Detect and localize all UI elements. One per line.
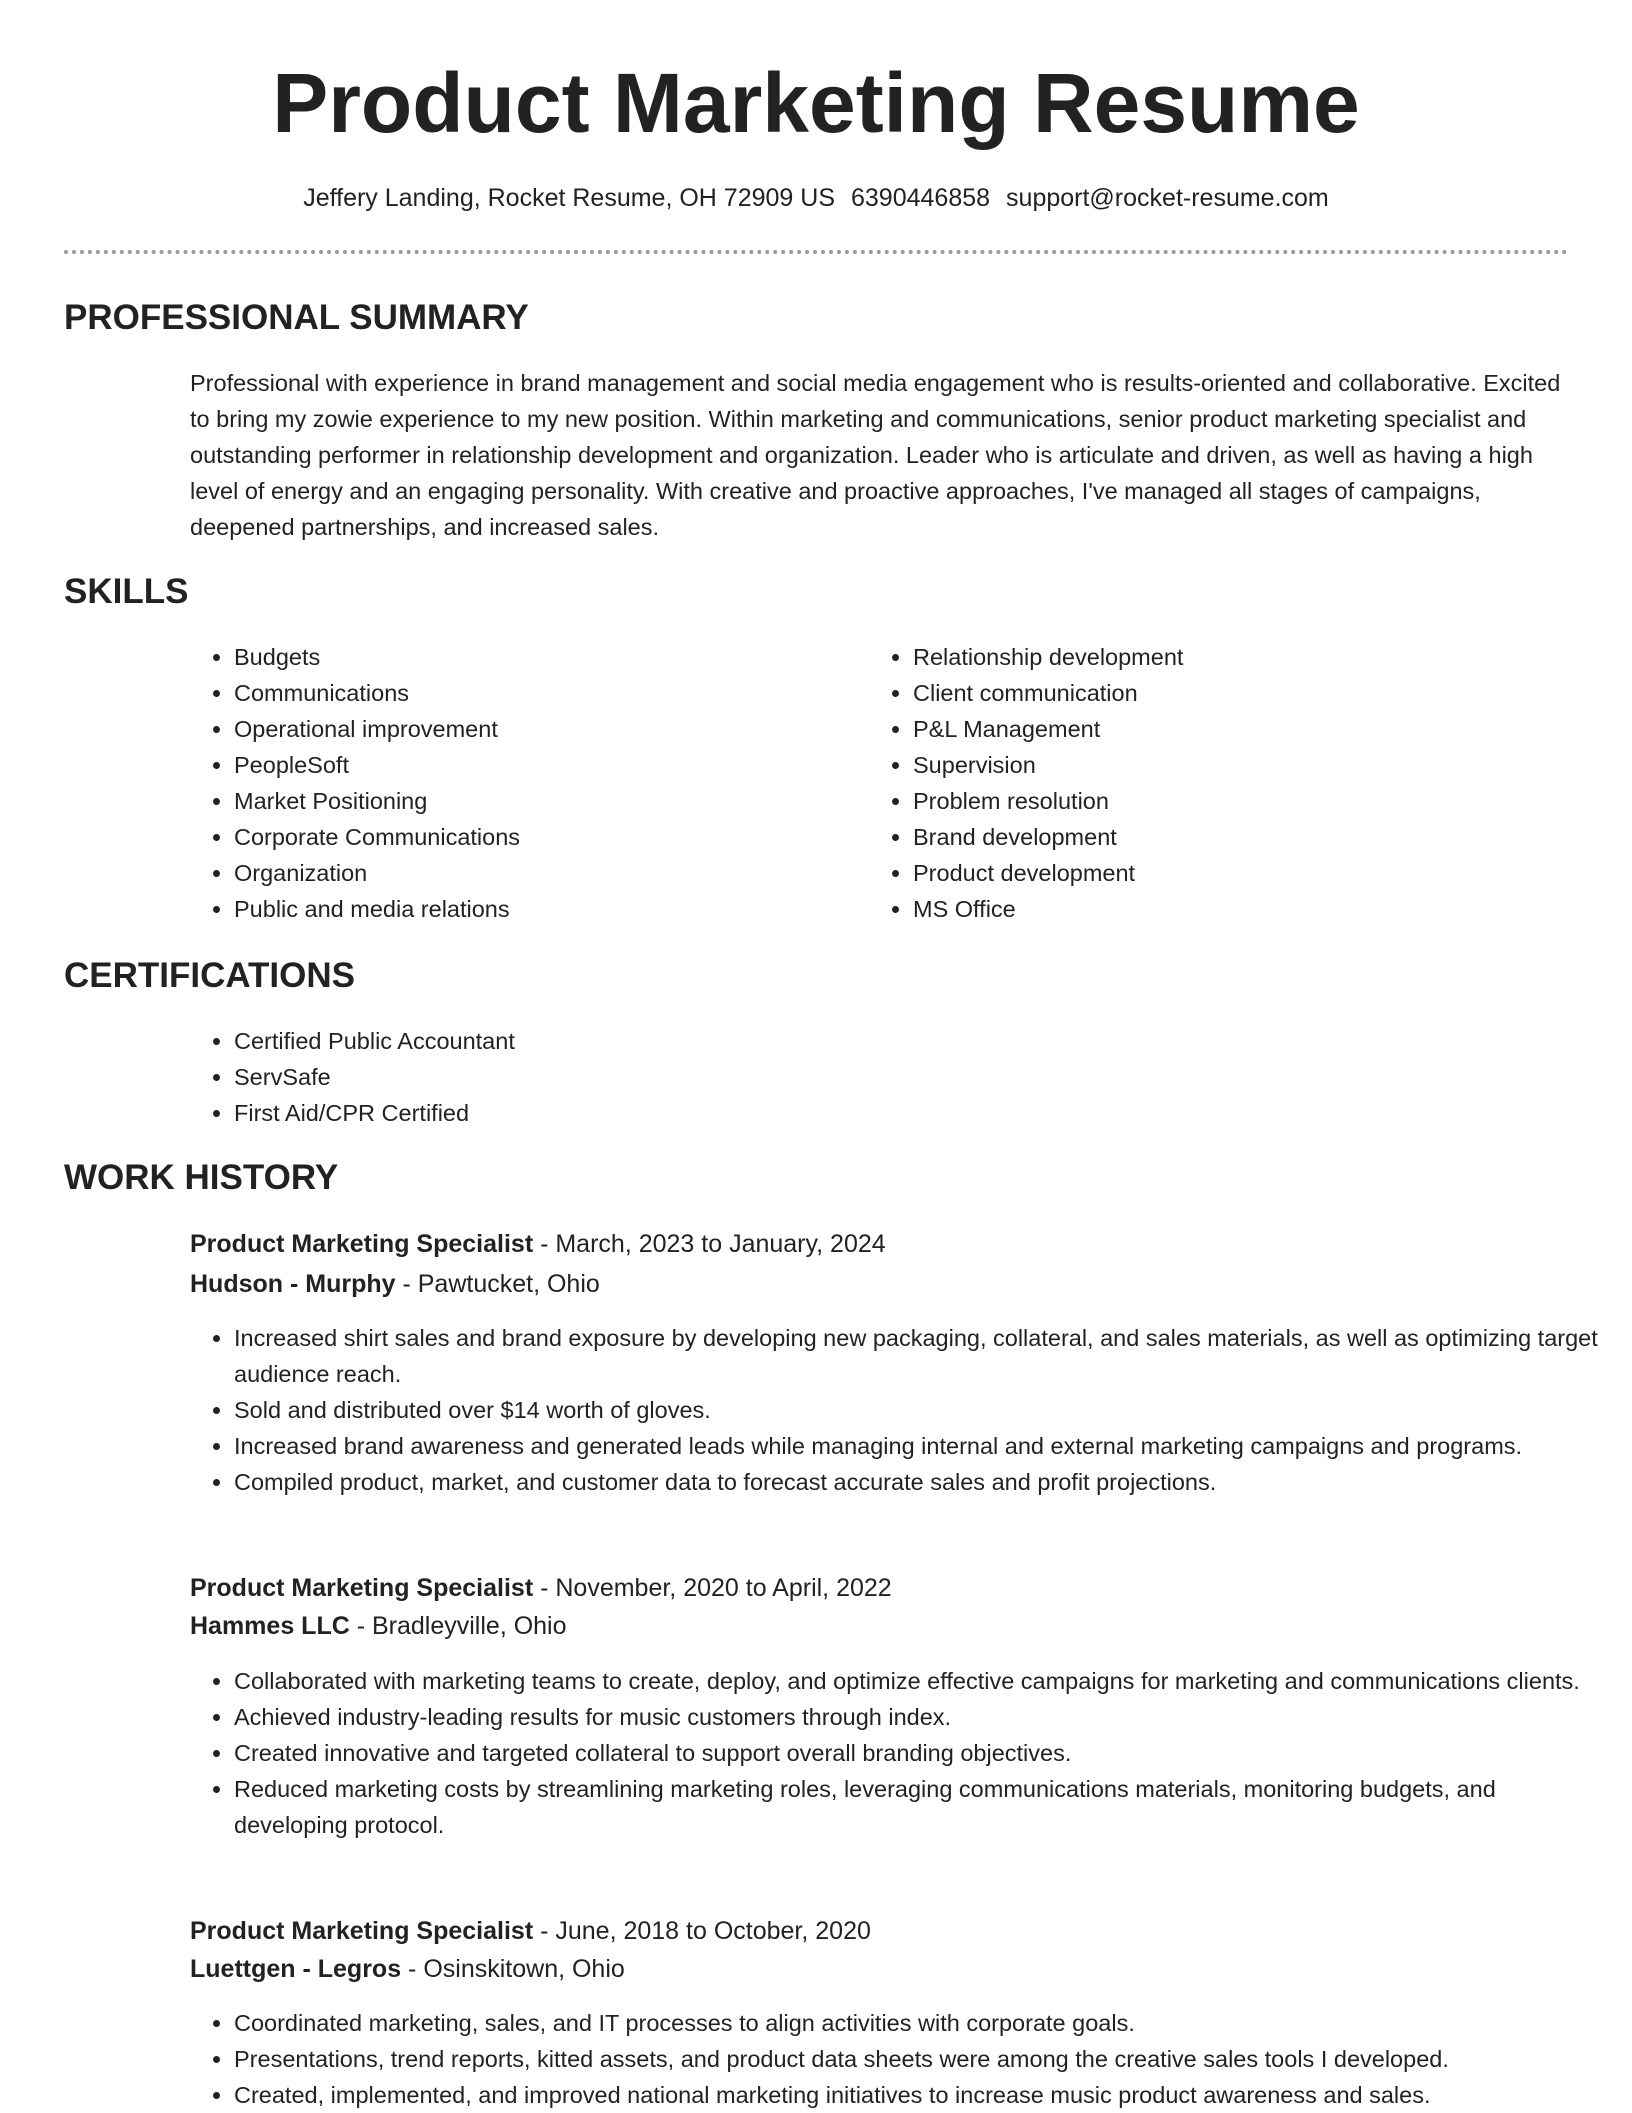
skill-item: • P&L Management <box>913 711 1533 747</box>
skill-item: • Relationship development <box>913 639 1533 675</box>
job-title: Product Marketing Specialist <box>190 1230 534 1258</box>
skill-item: • Problem resolution <box>913 783 1533 819</box>
skill-item: • Supervision <box>913 747 1533 783</box>
header-divider <box>64 250 1568 254</box>
job-company: Hudson - Murphy <box>190 1270 396 1298</box>
job-title: Product Marketing Specialist <box>190 1574 534 1602</box>
skill-item: • Brand development <box>913 819 1533 855</box>
job-company-line <box>190 1608 1568 1644</box>
summary-text: Professional with experience in brand management and social media engagement who is results-oriented and collaborative. Excited to bring my zowie experience to my new position. Within marketing and communications, senior product marketing specialist and outstanding performer in relationship development and organization. Leader who is articulate and driven, as well as having a high level of energy and an engaging personality. With creative and proactive approaches, I've managed all stages of campaigns, deepened partnerships, and increased sales. <box>190 370 1561 540</box>
job-dates: - June, 2018 to October, 2020 <box>533 1917 871 1945</box>
job-bullet: • Sold and distributed over $14 worth of gloves. <box>234 1392 1612 1428</box>
job-location: - Osinskitown, Ohio <box>401 1955 625 1983</box>
job-bullet: • Compiled product, market, and customer data to forecast accurate sales and profit projections. <box>234 1464 1612 1500</box>
certifications-list <box>190 1023 1234 1131</box>
job-bullet: • Increased brand awareness and generated leads while managing internal and external marketing campaigns and programs. <box>234 1428 1612 1464</box>
job-bullet: • Presentations, trend reports, kitted assets, and product data sheets were among the creative sales tools I developed. <box>234 2041 1612 2077</box>
job-bullet: • Achieved industry-leading results for music customers through index. <box>234 1699 1612 1735</box>
job-bullet: • Created, implemented, and improved national marketing initiatives to increase music product awareness and sales. <box>234 2077 1612 2113</box>
job-title-line <box>190 1913 1568 1949</box>
summary-heading: PROFESSIONAL SUMMARY <box>64 298 529 337</box>
job-dates: - November, 2020 to April, 2022 <box>533 1574 892 1602</box>
skills-list-right <box>869 639 1533 927</box>
job-bullets <box>190 1320 1612 1500</box>
resume-name: Product Marketing Resume <box>272 56 1360 150</box>
job-company: Hammes LLC <box>190 1612 350 1640</box>
job-bullet: • Collaborated with marketing teams to create, deploy, and optimize effective campaigns for marketing and communications clients. <box>234 1663 1612 1699</box>
work-history-heading: WORK HISTORY <box>64 1158 339 1197</box>
skill-item: • Organization <box>234 855 854 891</box>
skill-item: • Public and media relations <box>234 891 854 927</box>
contact-phone: 6390446858 <box>851 184 991 212</box>
job-title: Product Marketing Specialist <box>190 1917 534 1945</box>
skills-heading: SKILLS <box>64 572 189 611</box>
skill-item: • Operational improvement <box>234 711 854 747</box>
job-location: - Bradleyville, Ohio <box>349 1612 567 1640</box>
job-bullets <box>190 1663 1612 1843</box>
skill-item: • Communications <box>234 675 854 711</box>
skill-item: • Budgets <box>234 639 854 675</box>
skill-item: • Corporate Communications <box>234 819 854 855</box>
contact-line <box>0 180 1632 216</box>
contact-email[interactable]: support@rocket-resume.com <box>1006 184 1329 212</box>
skill-item: • PeopleSoft <box>234 747 854 783</box>
job-bullet: • Reduced marketing costs by streamlining marketing roles, leveraging communications materials, monitoring budgets, and developing protocol. <box>234 1771 1612 1843</box>
job-bullet: • Coordinated marketing, sales, and IT processes to align activities with corporate goals. <box>234 2005 1612 2041</box>
job-bullets <box>190 2005 1612 2113</box>
job-bullet: • Created innovative and targeted collateral to support overall branding objectives. <box>234 1735 1612 1771</box>
skill-item: • MS Office <box>913 891 1533 927</box>
skill-item: • Product development <box>913 855 1533 891</box>
job-company-line <box>190 1266 1568 1302</box>
skill-item: • Market Positioning <box>234 783 854 819</box>
certification-item: • Certified Public Accountant <box>234 1023 1234 1059</box>
certification-item: • First Aid/CPR Certified <box>234 1095 1234 1131</box>
contact-address: Jeffery Landing, Rocket Resume, OH 72909 US <box>303 184 835 212</box>
certifications-heading: CERTIFICATIONS <box>64 956 356 995</box>
job-title-line <box>190 1570 1568 1606</box>
job-location: - Pawtucket, Ohio <box>395 1270 600 1298</box>
skill-item: • Client communication <box>913 675 1533 711</box>
job-dates: - March, 2023 to January, 2024 <box>533 1230 886 1258</box>
certification-item: • ServSafe <box>234 1059 1234 1095</box>
job-company: Luettgen - Legros <box>190 1955 402 1983</box>
skills-list-left <box>190 639 854 927</box>
job-title-line <box>190 1226 1568 1262</box>
job-bullet: • Increased shirt sales and brand exposure by developing new packaging, collateral, and sales materials, as well as optimizing target audience reach. <box>234 1320 1612 1392</box>
job-company-line <box>190 1951 1568 1987</box>
